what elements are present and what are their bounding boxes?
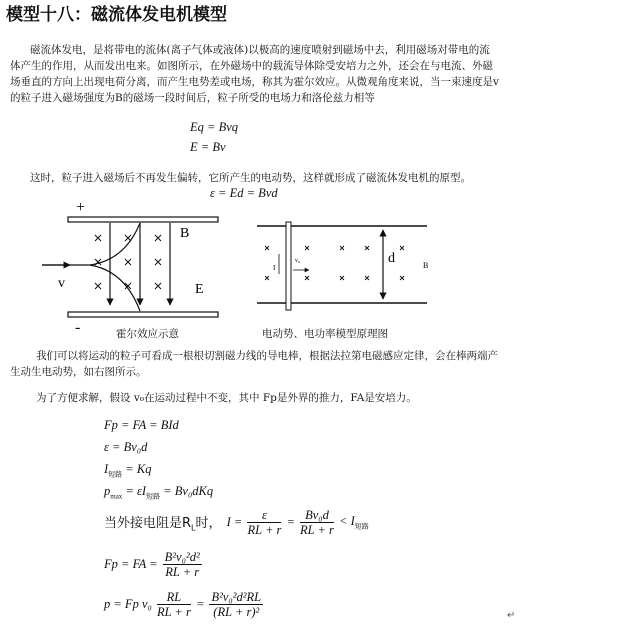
eq-p-symbol: p — [104, 484, 111, 498]
particle-trajectories — [42, 223, 140, 311]
fraction-b2v2d2: $\frac{\text{B²v₀²d²}}{RL + r}$ — [164, 550, 200, 579]
load-text: 当外接电阻是$R_L$时， — [104, 516, 222, 533]
equation-max-power — [104, 484, 213, 502]
label-e: E — [195, 282, 204, 297]
hall-effect-caption: 霍尔效应示意 — [116, 328, 179, 340]
label-v: v — [58, 276, 65, 291]
emf-model-caption: 电动势、电功率模型原理图 — [262, 328, 388, 340]
equation-emf-bv0d: ε = Bv₀d — [104, 440, 148, 454]
label-b-small: B — [423, 261, 429, 270]
equation-load-current — [104, 508, 369, 537]
label-d: d — [388, 251, 395, 266]
minus-sign: - — [75, 319, 81, 330]
eq10-lhs: p = Fp v₀ — [104, 597, 152, 611]
conducting-rod — [286, 222, 291, 310]
intro-paragraph: 磁流体发电，是将带电的流体(离子气体或液体)以极高的速度喷射到磁场中去，利用磁场对带电的流体产生的作用，从而发出电来。如图所示，在外磁场中的载流导体除受安培力之外，还会在与电流、外磁场垂直的方向上出现电荷分离，而产生电势差或电场，称其为霍尔效应。从微观角度来说，当一束速度是v的粒子进入磁场强度为B的磁场一段时间后，粒子所受的电场力和洛伦兹力相等 — [10, 44, 499, 104]
paragraph-assumption: 为了方便求解，假设 v₀在运动过程中不变，其中 Fp是外界的推力，FA是安培力。 — [36, 392, 417, 404]
eq-p-rhs: = Bv₀dKq — [160, 484, 214, 498]
eq-i-rhs: = Kq — [122, 462, 152, 476]
paragraph-rod-analogy: 我们可以将运动的粒子可看成一根根切割磁力线的导电棒，根据法拉第电磁感应定律，会在棒两端产生动生电动势，如右图所示。 — [10, 350, 498, 378]
bottom-plate — [68, 312, 218, 317]
fraction-bv0d-over-r: $\frac{\text{Bv₀d}}{RL + r}$ — [300, 508, 334, 537]
fraction-rl-over-r: $\frac{RL}{RL + r}$ — [156, 590, 191, 619]
eq8-equals: = — [286, 515, 295, 529]
equation-emf: ε = Ed = Bvd — [210, 186, 278, 200]
plus-sign: + — [76, 199, 86, 216]
label-b: B — [180, 226, 190, 241]
eq8-less-than: < $I_{短路}$ — [339, 513, 369, 531]
eq-p-mid: = εI — [122, 484, 147, 498]
paragraph-end-mark: ↵ — [507, 610, 516, 621]
top-plate — [68, 217, 218, 222]
equation-force-load — [104, 550, 202, 579]
label-i: I — [273, 264, 276, 272]
emf-model-figure — [255, 218, 435, 323]
equation-short-circuit-current — [104, 462, 151, 480]
hall-effect-figure — [30, 195, 230, 330]
eq-i-subscript: 短路 — [108, 470, 123, 479]
equation-e-bv: E = Bv — [190, 140, 226, 154]
equation-power-load — [104, 590, 263, 619]
eq-p-subscript2: 短路 — [146, 492, 161, 501]
label-v0: v₀ — [295, 258, 301, 264]
equation-force-balance: Fp = FA = BId — [104, 418, 179, 432]
fraction-power-final: $\frac{\text{B²v₀²d²RL}}{\text{(RL + r)²}}$ — [211, 590, 262, 619]
eq9-lhs: Fp = FA = — [104, 557, 158, 571]
eq8-i: I = — [226, 515, 243, 529]
fraction-emf-over-r: $\frac{\varepsilon}{RL + r}$ — [247, 508, 282, 537]
equation-eq-bvq: Eq = Bvq — [190, 120, 239, 134]
eq10-equals: = — [195, 597, 205, 611]
eq-p-subscript: max — [110, 492, 123, 501]
eq-i-symbol: I — [104, 462, 109, 476]
page-title: 模型十八：磁流体发电机模型 — [6, 5, 227, 25]
paragraph-prototype: 这时，粒子进入磁场后不再发生偏转，它所产生的电动势，这样就形成了磁流体发电机的原型。 — [30, 172, 471, 184]
